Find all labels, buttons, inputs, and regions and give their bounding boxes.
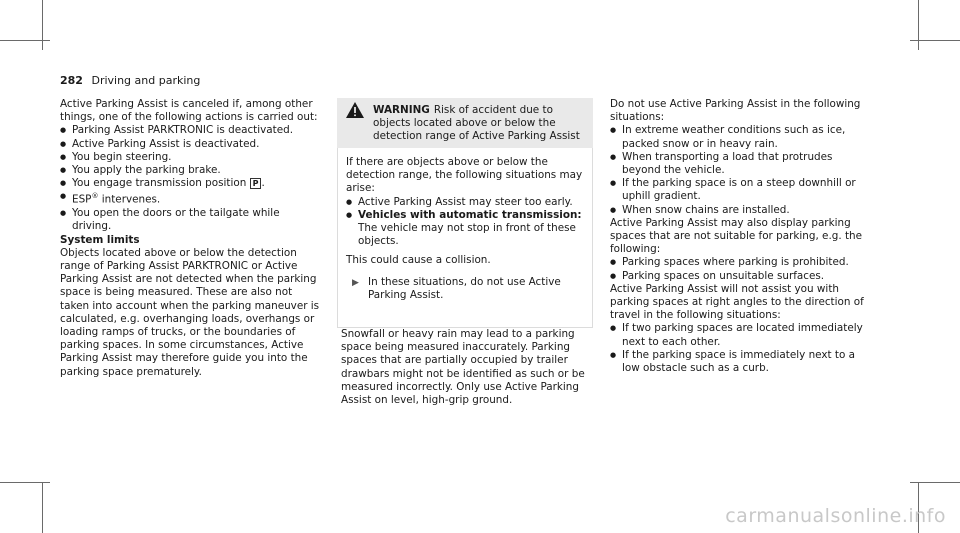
- list-item: ● In extreme weather conditions such as ice, packed snow or in heavy rain.: [610, 124, 846, 150]
- system-limits-heading: System limits: [60, 233, 140, 246]
- snow-paragraph: Snowfall or heavy rain may lead to a parking space being measured inaccurately. Parking spaces that are partially occupied by trailer drawbars might not be identified as such or be measured incorrectly. Only use Active Parking Assist on level, high-grip ground.: [341, 328, 585, 407]
- cancel-list: [60, 124, 320, 233]
- do-not-use-list: [610, 124, 872, 216]
- bullet-icon: ●: [610, 271, 617, 280]
- list-item: ● Active Parking Assist is deactivated.: [60, 137, 260, 150]
- warning-list: [346, 196, 584, 249]
- do-not-use-intro: Do not use Active Parking Assist in the following situations:: [610, 98, 861, 124]
- warning-triangle-icon: [345, 101, 365, 123]
- page-number: 282: [60, 74, 83, 87]
- bullet-icon: ●: [610, 258, 617, 267]
- transmission-p-key: P: [250, 178, 262, 189]
- warning-header: [337, 98, 593, 148]
- bullet-icon: ●: [60, 139, 67, 148]
- warning-body: [337, 148, 593, 328]
- crop-mark: [42, 483, 43, 533]
- list-item: ● You engage transmission position P .: [60, 177, 265, 190]
- list-item: ● Parking spaces on unsuitable surfaces.: [610, 269, 825, 282]
- warning-label: WARNING: [373, 104, 430, 116]
- list-item: ● When transporting a load that protrudes beyond the vehicle.: [610, 150, 833, 177]
- bullet-icon: ●: [346, 197, 353, 206]
- list-item: ● Parking spaces where parking is prohibited.: [610, 256, 849, 269]
- system-limits-text: Objects located above or below the detection range of Parking Assist PARKTRONIC or Active Parking Assist are not detected when the parking space is being measured. These are also not taken into account when the parking maneuver is calculated, e.g. overhanging loads, overhangs or loading ramps of trucks, or the boundaries of parking spaces. In some circumstances, Active Parking Assist may therefore guide you into the parking space prematurely.: [60, 246, 320, 378]
- warning-action: ▶ In these situations, do not use Active Parking Assist.: [352, 275, 561, 301]
- list-item: ● If two parking spaces are located immediately next to each other.: [610, 322, 863, 348]
- list-item: ● Vehicles with automatic transmission: The vehicle may not stop in front of these objects.: [346, 208, 582, 248]
- action-arrow-icon: ▶: [352, 277, 359, 288]
- watermark: carmanualsonline.info: [725, 505, 946, 527]
- esp-registered-mark: ®: [91, 192, 99, 201]
- list-item: ● When snow chains are installed.: [610, 203, 790, 216]
- list-item: ● ESP® intervenes.: [60, 192, 161, 206]
- section-title: Driving and parking: [91, 74, 201, 87]
- bullet-icon: ●: [610, 126, 617, 135]
- crop-mark: [918, 0, 919, 50]
- bullet-icon: ●: [60, 192, 67, 201]
- esp-label: ESP: [72, 193, 92, 206]
- bullet-icon: ●: [610, 324, 617, 333]
- crop-mark: [42, 0, 43, 50]
- bullet-icon: ●: [610, 179, 617, 188]
- list-item: ● If the parking space is on a steep downhill or uphill gradient.: [610, 177, 856, 203]
- warning-title: Risk of accident due to objects located above or below the detection range of Active Parking Assist: [373, 104, 580, 142]
- bullet-icon: ●: [610, 350, 617, 359]
- unsuitable-intro: Active Parking Assist may also display parking spaces that are not suitable for parking, e.g. the following:: [610, 216, 862, 256]
- warning-text: If there are objects above or below the detection range, the following situations may arise:: [346, 156, 583, 195]
- right-angle-list: [610, 322, 872, 375]
- unsuitable-list: [610, 256, 872, 282]
- warning-consequence: This could cause a collision.: [346, 254, 491, 267]
- bullet-icon: ●: [610, 152, 617, 161]
- list-item: ● You apply the parking brake.: [60, 164, 221, 177]
- cancel-intro: Active Parking Assist is canceled if, among other things, one of the following actions is carried out:: [60, 98, 318, 124]
- column-right: [610, 98, 872, 375]
- list-item: ● If the parking space is immediately next to a low obstacle such as a curb.: [610, 348, 855, 375]
- bullet-icon: ●: [60, 166, 67, 175]
- list-item: ● Active Parking Assist may steer too early.: [346, 195, 573, 208]
- bullet-icon: ●: [346, 210, 353, 219]
- list-item: ● Parking Assist PARKTRONIC is deactivated.: [60, 124, 294, 137]
- page-header: [60, 74, 200, 87]
- bullet-icon: ●: [60, 179, 67, 188]
- bullet-icon: ●: [610, 205, 617, 214]
- bullet-icon: ●: [60, 152, 67, 161]
- list-item: ● You begin steering.: [60, 150, 172, 163]
- warning-box: [337, 98, 593, 318]
- right-angle-intro: Active Parking Assist will not assist you with parking spaces at right angles to the direction of travel in the following situations:: [610, 282, 864, 322]
- column-left: [60, 98, 320, 379]
- bullet-icon: ●: [60, 126, 67, 135]
- bullet-icon: ●: [60, 209, 67, 218]
- list-item: ● You open the doors or the tailgate while driving.: [60, 207, 280, 233]
